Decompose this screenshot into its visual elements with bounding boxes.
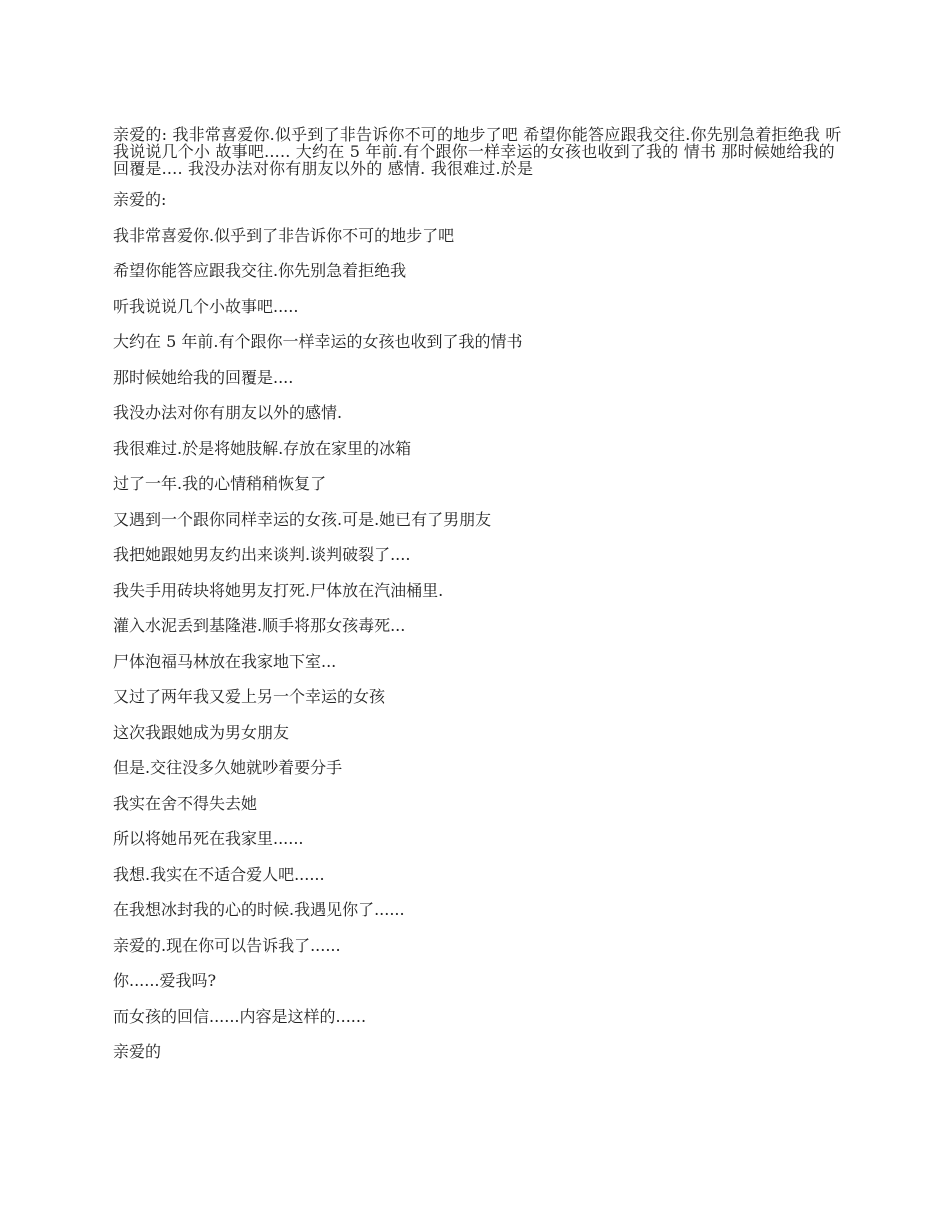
text-line: 我想.我实在不适合爱人吧...... — [113, 864, 325, 884]
text-line: 这次我跟她成为男女朋友 — [113, 722, 290, 742]
text-line: 在我想冰封我的心的时候.我遇见你了...... — [113, 900, 405, 919]
text-line: 我实在舍不得失去她 — [113, 793, 258, 813]
text-line: 我非常喜爱你.似乎到了非告诉你不可的地步了吧 — [113, 225, 455, 245]
document-page — [113, 126, 843, 1078]
text-line: 我没办法对你有朋友以外的感情. — [113, 403, 343, 422]
text-line: 又过了两年我又爱上另一个幸运的女孩 — [113, 687, 386, 706]
text-line: 亲爱的: — [113, 190, 167, 209]
text-line: 但是.交往没多久她就吵着要分手 — [113, 758, 343, 777]
text-line: 我把她跟她男友约出来谈判.谈判破裂了.... — [113, 545, 411, 564]
text-line: 亲爱的 — [113, 1042, 162, 1061]
text-line: 我失手用砖块将她男友打死.尸体放在汽油桶里. — [113, 580, 444, 600]
text-line: 过了一年.我的心情稍稍恢复了 — [113, 474, 327, 493]
text-line: 你......爱我吗? — [113, 971, 217, 990]
text-line: 所以将她吊死在我家里...... — [113, 829, 304, 848]
text-line: 听我说说几个小故事吧..... — [113, 296, 299, 316]
text-line: 我很难过.於是将她肢解.存放在家里的冰箱 — [113, 438, 412, 458]
text-line: 亲爱的.现在你可以告诉我了...... — [113, 935, 341, 955]
text-line: 又遇到一个跟你同样幸运的女孩.可是.她已有了男朋友 — [113, 509, 492, 529]
text-line: 而女孩的回信......内容是这样的...... — [113, 1006, 367, 1026]
text-line: 那时候她给我的回覆是.... — [113, 367, 294, 387]
text-line: 希望你能答应跟我交往.你先别急着拒绝我 — [113, 261, 407, 280]
text-line: 大约在 5 年前.有个跟你一样幸运的女孩也收到了我的情书 — [113, 332, 523, 351]
intro-paragraph: 亲爱的: 我非常喜爱你.似乎到了非告诉你不可的地步了吧 希望你能答应跟我交往.你先别急着拒绝我 听我说说几个小 故事吧..... 大约在 5 年前.有个跟你一样幸运的女孩也收到了我的 情书 那时候她给我的回覆是.... 我没办法对你有朋友以外的 感情. 我很难过.於是 — [113, 125, 842, 178]
text-line: 灌入水泥丢到基隆港.顺手将那女孩毒死... — [113, 616, 406, 635]
text-line: 尸体泡福马林放在我家地下室... — [113, 651, 337, 671]
